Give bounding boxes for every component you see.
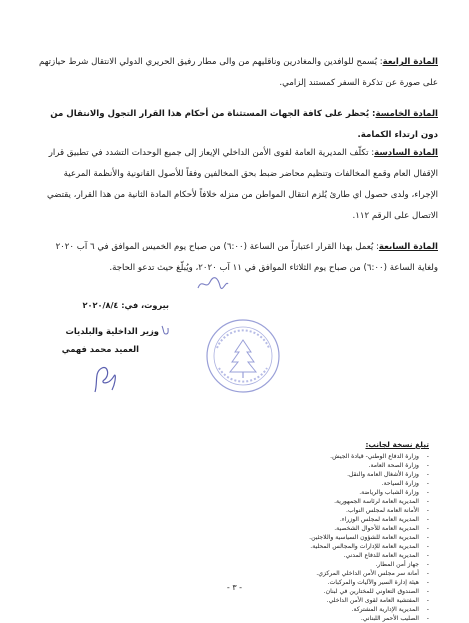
article-5-label: المادة الخامسة: [375, 109, 438, 119]
signatory-title: وزير الداخلية والبلديات: [65, 326, 159, 336]
list-item: - المديرية العامة للأحوال الشخصية.: [334, 525, 429, 532]
article-6-label: المادة السادسة: [374, 148, 438, 158]
list-item: - المديرية العامة لرئاسة الجمهورية.: [334, 498, 429, 505]
list-item: - الصندوق التعاوني للمختارين في لبنان.: [323, 588, 429, 595]
list-item: - المديرية العامة للدفاع المدني.: [343, 552, 429, 559]
list-item: - هيئة إدارة السير والآليات والمركبات.: [327, 579, 429, 586]
article-5: [38, 104, 438, 146]
article-7-text: : يُعمل بهذا القرار اعتباراً من الساعة (٦:٠٠) من صباح يوم الخميس الموافق في ٦ آب ٢٠٢٠ ولغاية الساعة (٦:٠٠) من صباح يوم الثلاثاء الموافق في ١١ آب ٢٠٢٠، ويُبلّغ حيث تدعو الحاجة.: [55, 242, 438, 273]
article-4-text: : يُسمح للوافدين والمغادرين وناقليهم من والى مطار رفيق الحريري الدولي الانتقال شرط حيازتهم على صورة عن تذكرة السفر كمستند إلزامي.: [38, 57, 438, 88]
list-item: - الأمانة العامة لمجلس النواب.: [346, 507, 429, 514]
handwritten-mark: [196, 276, 230, 292]
list-item: - المديرية العامة للشؤون السياسية واللاجئين.: [309, 534, 429, 541]
place-date: بيروت، في: ٢٠٢٠/٨/٤: [82, 300, 169, 310]
list-item: - المفتشية العامة لقوى الأمن الداخلي.: [326, 597, 429, 604]
list-item: - المديرية الإدارية المشتركة.: [351, 606, 429, 613]
page-number: - ٣ -: [226, 583, 243, 592]
check-mark-icon: [160, 324, 170, 336]
cc-list: [189, 452, 429, 623]
article-7: [38, 237, 438, 279]
list-item: - وزارة السياحة.: [381, 480, 429, 487]
list-item: - جهاز أمن المطار.: [375, 561, 429, 568]
article-5-text: : يُحظر على كافة الجهات المستثناة من أحكام هذا القرار التجول والانتقال من دون ارتداء الكمامة.: [50, 109, 438, 140]
list-item: - المديرية العامة لمجلس الوزراء.: [339, 516, 429, 523]
cc-title: تبلغ نسخة لجانب:: [365, 440, 429, 449]
list-item: - وزارة الدفاع الوطني- قيادة الجيش.: [330, 453, 429, 460]
article-4-label: المادة الرابعة: [382, 57, 438, 67]
list-item: - وزارة الصحة العامة.: [368, 462, 429, 469]
article-6-text: : تكلّف المديرية العامة لقوى الأمن الداخلي الإيعاز إلى جميع الوحدات التشدد في تطبيق قرار الإقفال العام وقمع المخالفات وتنظيم محاضر ضبط بحق المخالفين وفقاً للأصول القانونية والأنظمة المرعية الإجراء، ولدى حصول اي طارئ يُلزم انتقال المواطن من منزله خلافاً لأحكام المادة الثانية من هذا القرار، يقتضي الاتصال على الرقم ١١٢.: [47, 148, 438, 221]
list-item: - المديرية العامة للإدارات والمجالس المحلية.: [310, 543, 429, 550]
article-7-label: المادة السابعة: [378, 242, 438, 252]
ministry-seal-icon: [205, 318, 281, 394]
list-item: - أمانة سر مجلس الأمن الداخلي المركزي.: [316, 570, 429, 577]
article-6: [38, 143, 438, 227]
list-item: - الصليب الأحمر اللبناني.: [360, 615, 429, 622]
list-item: - وزارة الأشغال العامة والنقل.: [347, 471, 429, 478]
list-item: - وزارة الشباب والرياضة.: [359, 489, 429, 496]
signature: [90, 362, 120, 396]
signatory-name: العميد محمد فهمي: [61, 344, 139, 354]
article-4: [38, 52, 438, 94]
